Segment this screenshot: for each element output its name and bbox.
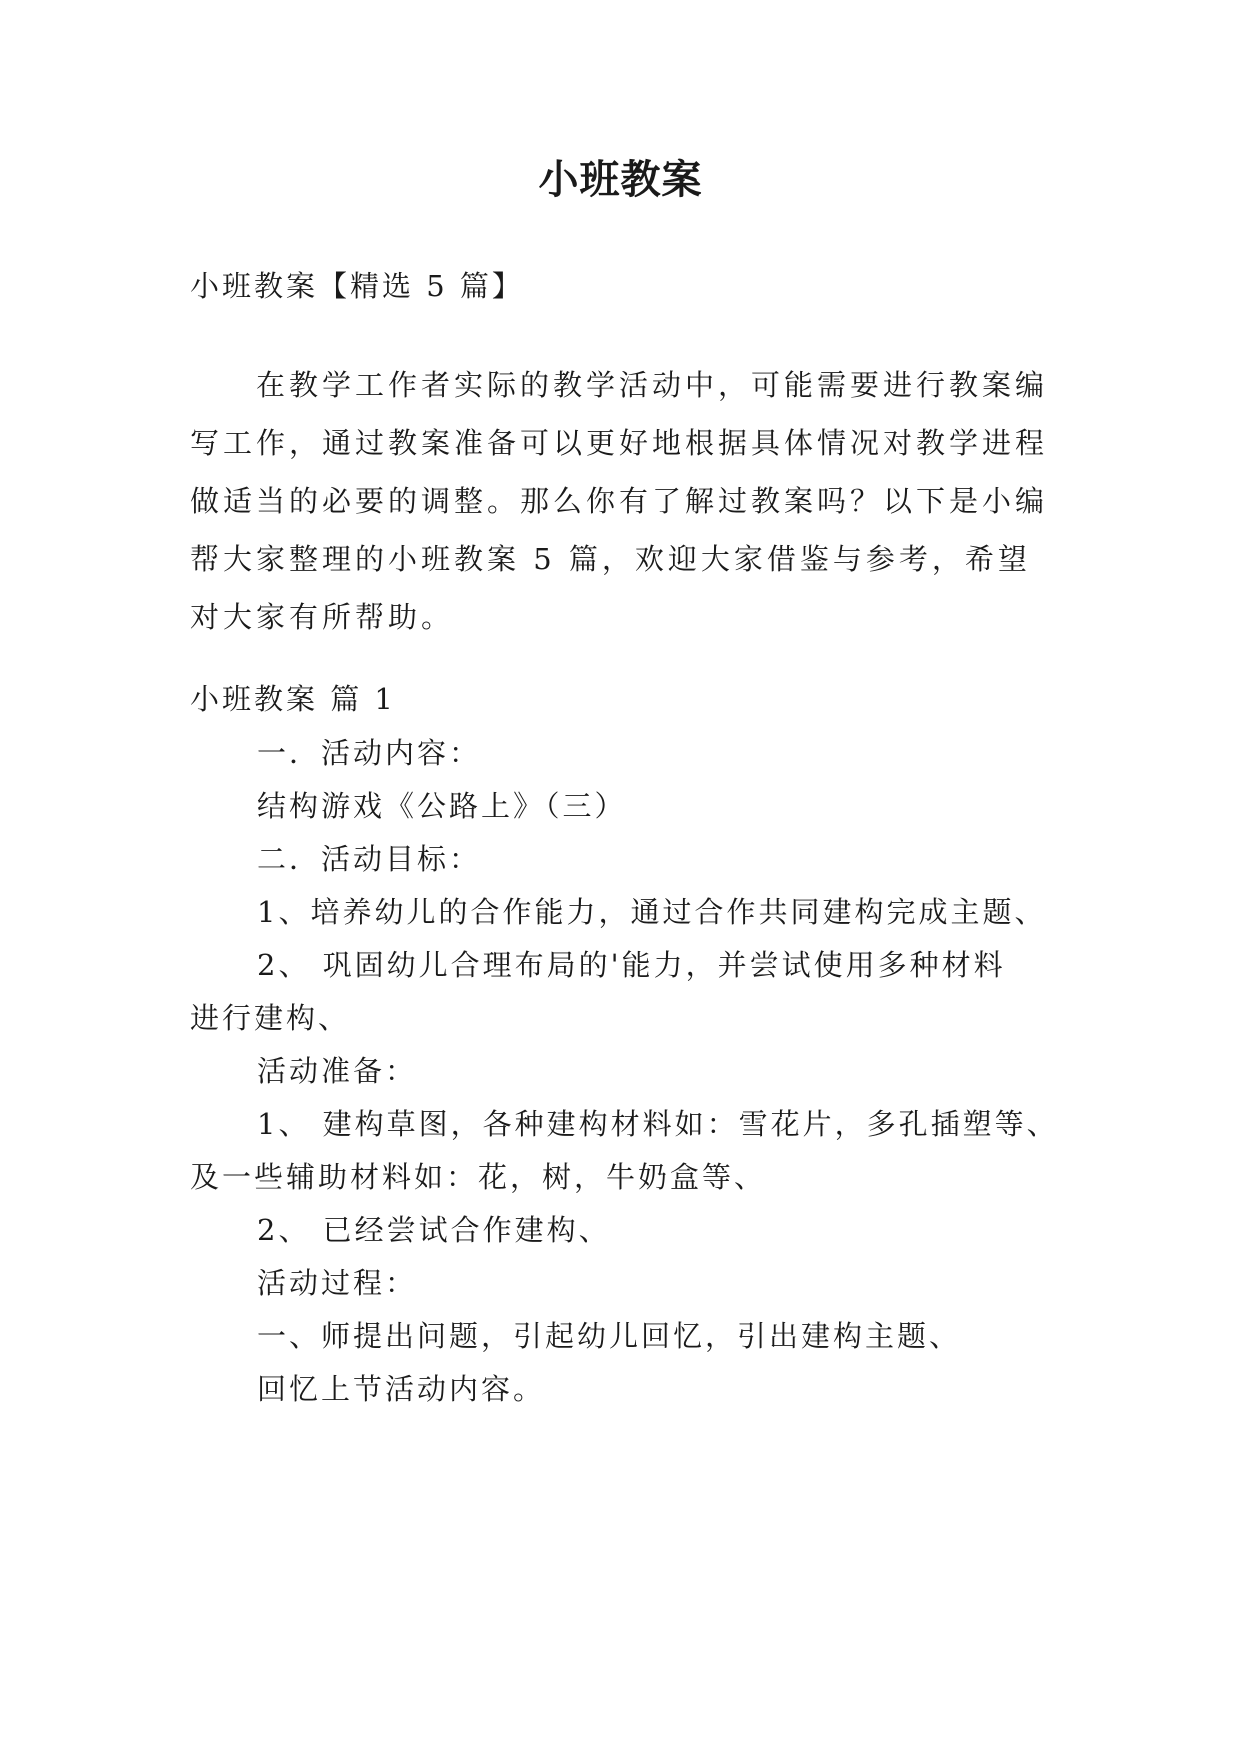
body-line: 1、培养幼儿的合作能力，通过合作共同建构完成主题、 xyxy=(257,895,1047,929)
section-heading: 小班教案 篇 1 xyxy=(190,682,396,716)
body-line: 结构游戏《公路上》（三） xyxy=(257,789,627,823)
body-line: 2、 已经尝试合作建构、 xyxy=(257,1213,611,1247)
body-line: 进行建构、 xyxy=(190,1001,351,1035)
intro-paragraph: 在教学工作者实际的教学活动中，可能需要进行教案编写工作，通过教案准备可以更好地根据具体情况对教学进程做适当的必要的调整。那么你有了解过教案吗？以下是小编帮大家整理的小班教案 5 篇，欢迎大家借鉴与参考，希望对大家有所帮助。 xyxy=(190,368,1049,634)
document-title: 小班教案 xyxy=(538,157,703,203)
body-line: 二．活动目标： xyxy=(257,842,482,876)
body-line: 活动准备： xyxy=(257,1054,418,1088)
body-line: 回忆上节活动内容。 xyxy=(257,1372,546,1406)
document-subtitle: 小班教案【精选 5 篇】 xyxy=(190,269,524,303)
body-line: 一、师提出问题，引起幼儿回忆，引出建构主题、 xyxy=(257,1319,962,1353)
body-line: 及一些辅助材料如：花，树，牛奶盒等、 xyxy=(190,1160,767,1194)
body-line: 1、 建构草图，各种建构材料如：雪花片，多孔插塑等、 xyxy=(257,1107,1059,1141)
body-line: 活动过程： xyxy=(257,1266,418,1300)
body-line: 一．活动内容： xyxy=(257,736,482,770)
body-line: 2、 巩固幼儿合理布局的'能力，并尝试使用多种材料 xyxy=(257,948,1006,982)
